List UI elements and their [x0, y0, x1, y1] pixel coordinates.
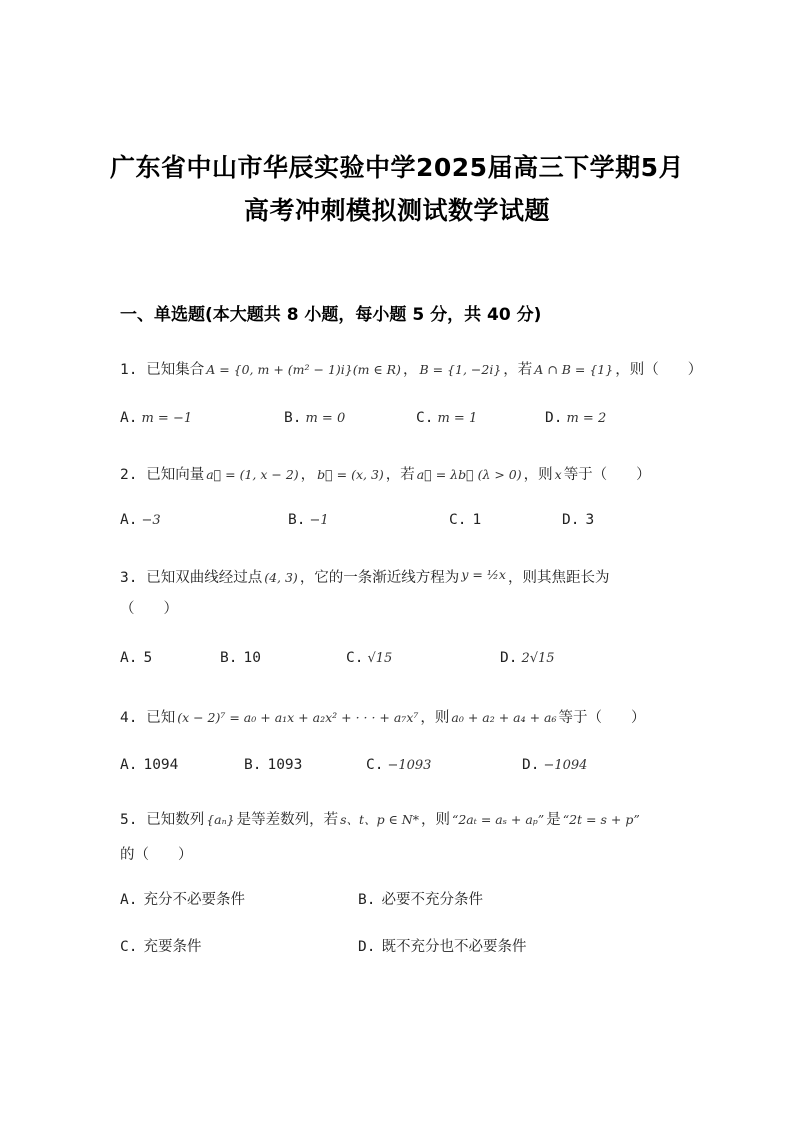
q2-vector-a: a⃗ = (1, x − 2) [206, 467, 299, 482]
q2-prefix: 2. 已知向量 [120, 467, 205, 483]
q5-line-2: 的（ ） [120, 847, 193, 863]
q1-sep: ， [402, 362, 418, 378]
question-5 [120, 808, 642, 829]
q4-option-b[interactable]: B. 1093 [244, 757, 303, 773]
q5-condition-1: “2aₜ = aₛ + aₚ” [451, 812, 545, 827]
title-line-1: 广东省中山市华辰实验中学2025届高三下学期5月 [110, 153, 684, 182]
q2-option-a[interactable]: A. −3 [120, 512, 161, 528]
q3-option-c[interactable]: C. √15 [346, 650, 393, 666]
q4-expression: (x − 2)⁷ = a₀ + a₁x + a₂x² + · · · + a₇x⁷ [177, 710, 419, 725]
q4-option-c[interactable]: C. −1093 [366, 757, 432, 773]
q1-condition: A ∩ B = {1} [534, 362, 614, 377]
q5-option-d[interactable]: D. 既不充分也不必要条件 [358, 939, 527, 955]
q1-suffix: ，则（ ） [615, 362, 703, 378]
q1-prefix: 1. 已知集合 [120, 362, 205, 378]
q1-set-b: B = {1, −2i} [419, 362, 502, 377]
q2-option-c[interactable]: C. 1 [449, 512, 482, 528]
q5-condition-2: “2t = s + p” [562, 812, 640, 827]
q2-sep: ， [300, 467, 316, 483]
q1-set-a: A = {0, m + (m² − 1)i}(m ∈ R) [206, 362, 401, 377]
q3-point: (4, 3) [264, 570, 298, 585]
q2-option-b[interactable]: B. −1 [288, 512, 329, 528]
q5-mid-3: 是 [546, 812, 561, 828]
q1-option-b[interactable]: B. m = 0 [284, 410, 346, 426]
q1-option-c[interactable]: C. m = 1 [416, 410, 478, 426]
q5-mid-2: ，则 [420, 812, 450, 828]
q3-option-d[interactable]: D. 2√15 [500, 650, 555, 666]
q4-suffix: 等于（ ） [558, 710, 646, 726]
q5-option-b[interactable]: B. 必要不充分条件 [358, 892, 483, 908]
q5-mid-1: 是等差数列，若 [236, 812, 339, 828]
q3-asymptote: y = ½x [461, 567, 506, 582]
q1-mid: ，若 [503, 362, 533, 378]
q1-option-a[interactable]: A. m = −1 [120, 410, 193, 426]
q3-option-a[interactable]: A. 5 [120, 650, 153, 666]
q5-sequence: {aₙ} [206, 812, 235, 827]
question-1 [120, 358, 702, 379]
q3-prefix: 3. 已知双曲线经过点 [120, 570, 263, 586]
q3-suffix: ，则其焦距长为 [507, 570, 610, 586]
q2-var: x [554, 467, 562, 482]
q5-option-a[interactable]: A. 充分不必要条件 [120, 892, 245, 908]
q4-option-d[interactable]: D. −1094 [522, 757, 588, 773]
section-heading: 一、单选题(本大题共 8 小题，每小题 5 分，共 40 分) [120, 305, 542, 325]
title-line-2: 高考冲刺模拟测试数学试题 [243, 196, 550, 225]
q5-prefix: 5. 已知数列 [120, 812, 205, 828]
q4-option-a[interactable]: A. 1094 [120, 757, 179, 773]
q2-mid: ，若 [385, 467, 415, 483]
q2-suffix-2: 等于（ ） [563, 467, 651, 483]
q4-sum: a₀ + a₂ + a₄ + a₆ [451, 710, 557, 725]
q3-paren: （ ） [120, 601, 178, 617]
q3-option-b[interactable]: B. 10 [220, 650, 261, 666]
q5-option-c[interactable]: C. 充要条件 [120, 939, 202, 955]
q2-condition: a⃗ = λb⃗ (λ > 0) [416, 467, 522, 482]
q4-prefix: 4. 已知 [120, 710, 176, 726]
q2-vector-b: b⃗ = (x, 3) [317, 467, 384, 482]
question-3 [120, 566, 609, 587]
question-4 [120, 706, 646, 727]
q1-option-d[interactable]: D. m = 2 [545, 410, 607, 426]
q3-mid: ，它的一条渐近线方程为 [299, 570, 460, 586]
q5-vars: s、t、p ∈ N* [340, 812, 419, 827]
q4-mid: ，则 [420, 710, 450, 726]
q2-option-d[interactable]: D. 3 [562, 512, 595, 528]
q2-suffix-1: ，则 [523, 467, 553, 483]
question-2 [120, 463, 651, 484]
